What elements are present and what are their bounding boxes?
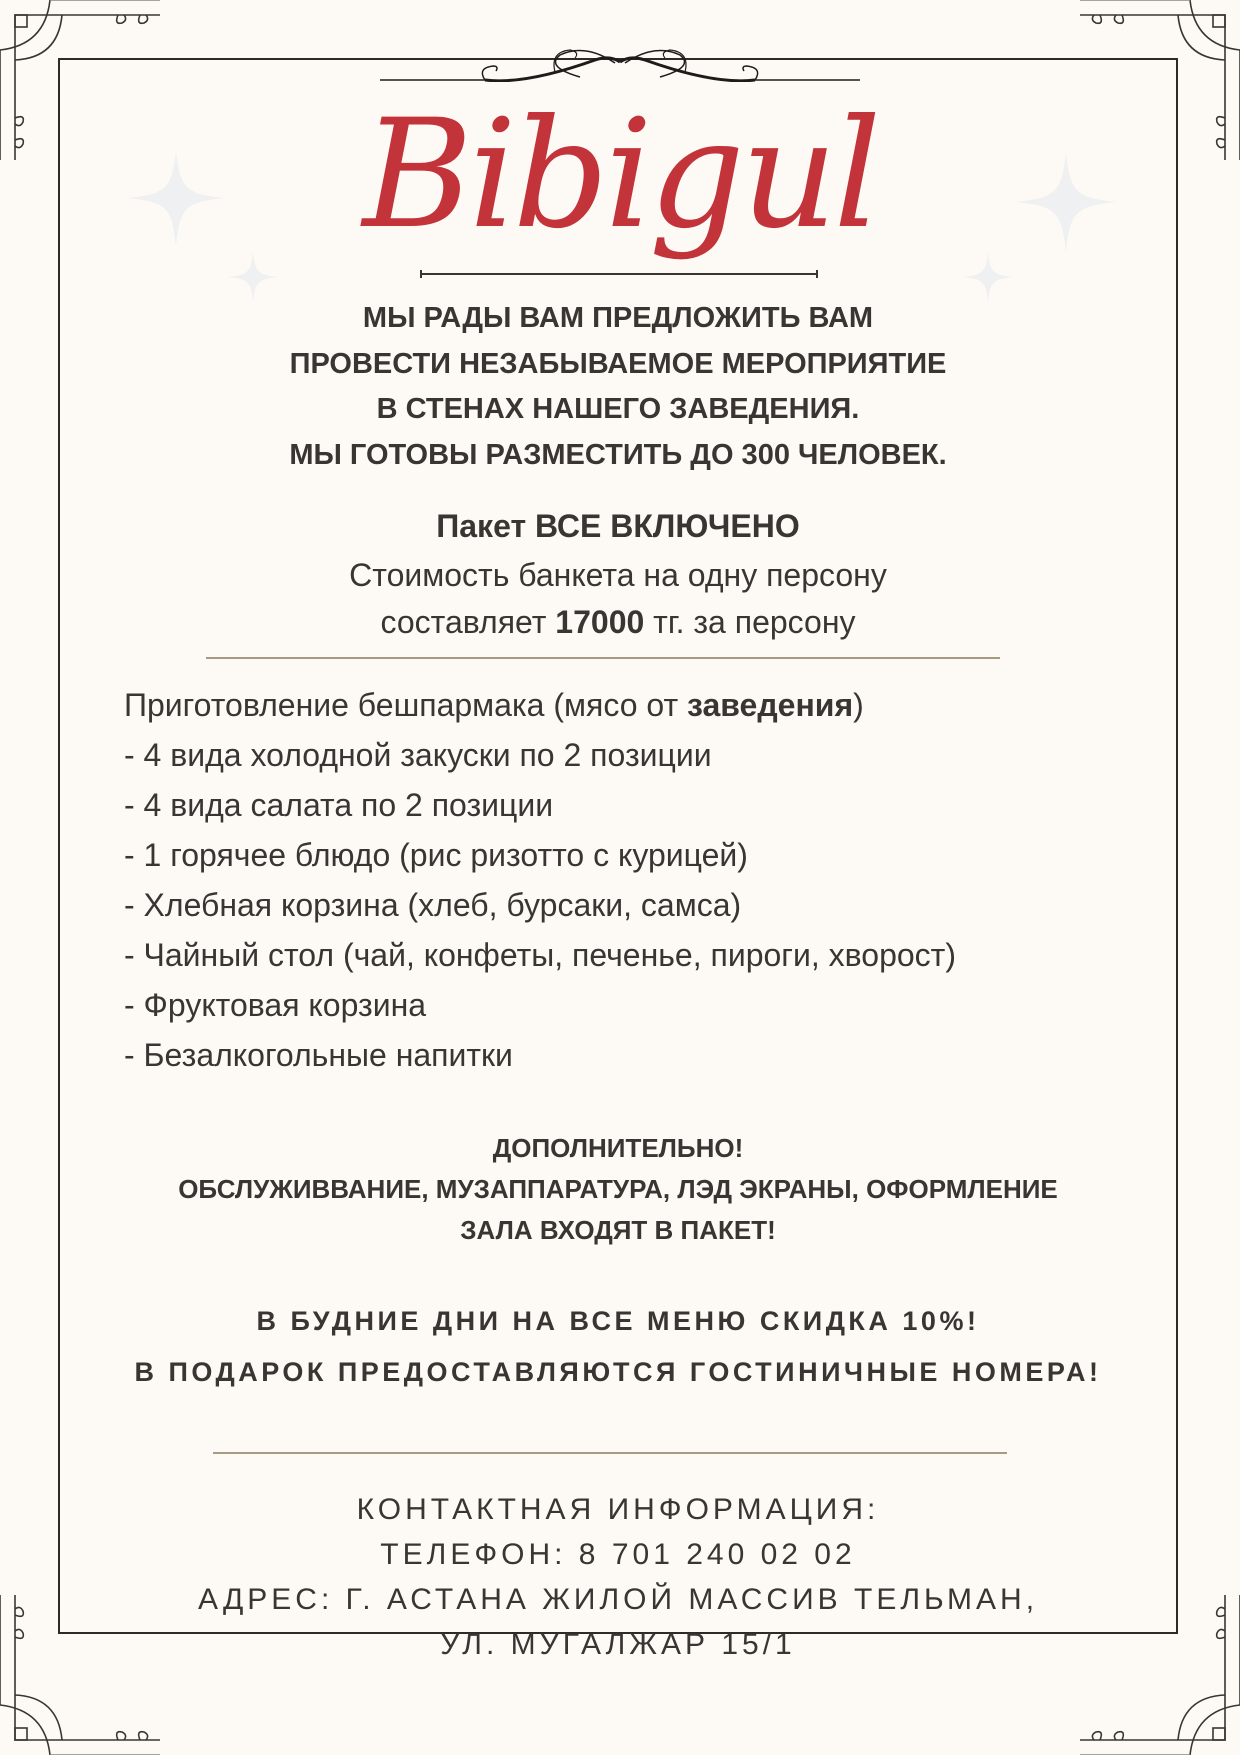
extra-heading: ДОПОЛНИТЕЛЬНО! (492, 1133, 744, 1163)
menu-item: - Фруктовая корзина (124, 987, 427, 1023)
extra-line: ЗАЛА ВХОДЯТ В ПАКЕТ! (460, 1215, 776, 1245)
intro-line: ПРОВЕСТИ НЕЗАБЫВАЕМОЕ МЕРОПРИЯТИЕ (289, 347, 947, 380)
menu-item-bold: заведения (687, 687, 854, 723)
menu-item-text: ) (853, 687, 864, 723)
section-divider (206, 657, 1000, 659)
intro-line: МЫ РАДЫ ВАМ ПРЕДЛОЖИТЬ ВАМ (362, 302, 874, 334)
title-divider (420, 273, 818, 275)
package-info (58, 500, 1178, 646)
package-price-line (58, 599, 1178, 646)
price-prefix: составляет (380, 604, 556, 640)
menu-list (124, 680, 956, 1080)
menu-item-text: Приготовление бешпармака (мясо от (124, 687, 688, 723)
package-title: Пакет ВСЕ ВКЛЮЧЕНО (436, 508, 800, 544)
extra-line: ОБСЛУЖИВВАНИЕ, МУЗАППАРАТУРА, ЛЭД ЭКРАНЫ, ОФОРМЛЕНИЕ (178, 1174, 1058, 1204)
menu-item: - Хлебная корзина (хлеб, бурсаки, самса) (124, 887, 742, 923)
intro-text (58, 296, 1178, 478)
section-divider (213, 1452, 1007, 1454)
contact-phone: ТЕЛЕФОН: 8 701 240 02 02 (380, 1538, 856, 1571)
menu-item: - 4 вида салата по 2 позиции (124, 787, 554, 823)
extra-info (58, 1128, 1178, 1251)
contact-address: АДРЕС: Г. АСТАНА ЖИЛОЙ МАССИВ ТЕЛЬМАН, (197, 1583, 1039, 1616)
menu-item: - 1 горячее блюдо (рис ризотто с курицей) (124, 837, 748, 873)
brand-logo-title: Bibigul (362, 88, 878, 262)
promo-line: В БУДНИЕ ДНИ НА ВСЕ МЕНЮ СКИДКА 10%! (256, 1306, 980, 1336)
menu-item: - 4 вида холодной закуски по 2 позиции (124, 737, 712, 773)
intro-line: В СТЕНАХ НАШЕГО ЗАВЕДЕНИЯ. (376, 393, 860, 425)
contact-info (58, 1487, 1178, 1667)
intro-line: МЫ ГОТОВЫ РАЗМЕСТИТЬ ДО 300 ЧЕЛОВЕК. (289, 438, 947, 471)
promo-info (58, 1296, 1178, 1398)
menu-item (124, 680, 956, 730)
package-cost-line: Стоимость банкета на одну персону (349, 557, 887, 593)
price-value: 17000 (555, 604, 645, 640)
flourish-ornament-icon (380, 22, 860, 82)
contact-address: УЛ. МУГАЛЖАР 15/1 (440, 1628, 796, 1661)
menu-item: - Безалкогольные напитки (124, 1037, 513, 1073)
price-suffix: тг. за персону (644, 604, 856, 640)
promo-line: В ПОДАРОК ПРЕДОСТАВЛЯЮТСЯ ГОСТИНИЧНЫЕ НОМЕРА! (134, 1357, 1102, 1387)
contact-heading: КОНТАКТНАЯ ИНФОРМАЦИЯ: (356, 1493, 880, 1526)
menu-item: - Чайный стол (чай, конфеты, печенье, пироги, хворост) (124, 937, 956, 973)
